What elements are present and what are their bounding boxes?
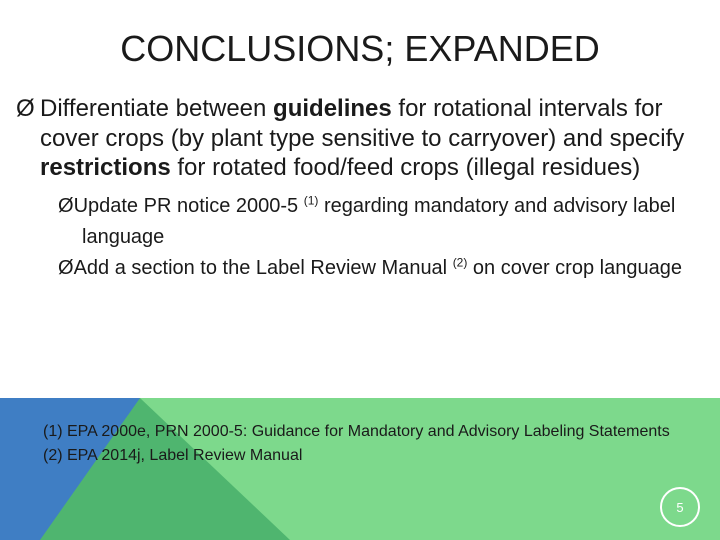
reference-item: (1) EPA 2000e, PRN 2000-5: Guidance for Mandatory and Advisory Labeling Statements	[43, 423, 670, 440]
sub-bullet-text: regarding mandatory and advisory label language	[82, 194, 676, 248]
sub-bullet-text: on cover crop language	[467, 256, 682, 279]
bold-guidelines: guidelines	[273, 95, 392, 122]
page-number: 5	[676, 499, 684, 515]
citation-superscript: (2)	[452, 254, 468, 269]
arrow-bullet-icon: Ø	[58, 256, 74, 279]
bold-restrictions: restrictions	[40, 154, 171, 181]
sub-bullet-text: Add a section to the Label Review Manual	[73, 256, 453, 279]
arrow-bullet-icon: Ø	[16, 95, 35, 122]
reference-item: (2) EPA 2014j, Label Review Manual	[43, 447, 303, 464]
sub-bullet-text: Update PR notice 2000-5	[73, 194, 304, 217]
sub-bullet	[58, 253, 706, 284]
page-number-badge	[660, 487, 700, 527]
main-bullet-text	[40, 94, 706, 183]
citation-superscript: (1)	[303, 192, 319, 207]
references	[43, 420, 683, 468]
bullet-text-part: for rotated food/feed crops (illegal residues)	[170, 154, 641, 181]
bullet-list	[16, 94, 706, 284]
bullet-text-part: Differentiate between	[40, 95, 274, 122]
arrow-bullet-icon: Ø	[58, 194, 74, 217]
bullet-text-part: for rotational intervals for cover crops (by plant type sensitive to carryover) and specify	[40, 95, 685, 152]
slide-title: CONCLUSIONS; EXPANDED	[120, 28, 600, 69]
main-bullet	[16, 94, 706, 183]
sub-bullet	[58, 191, 706, 253]
